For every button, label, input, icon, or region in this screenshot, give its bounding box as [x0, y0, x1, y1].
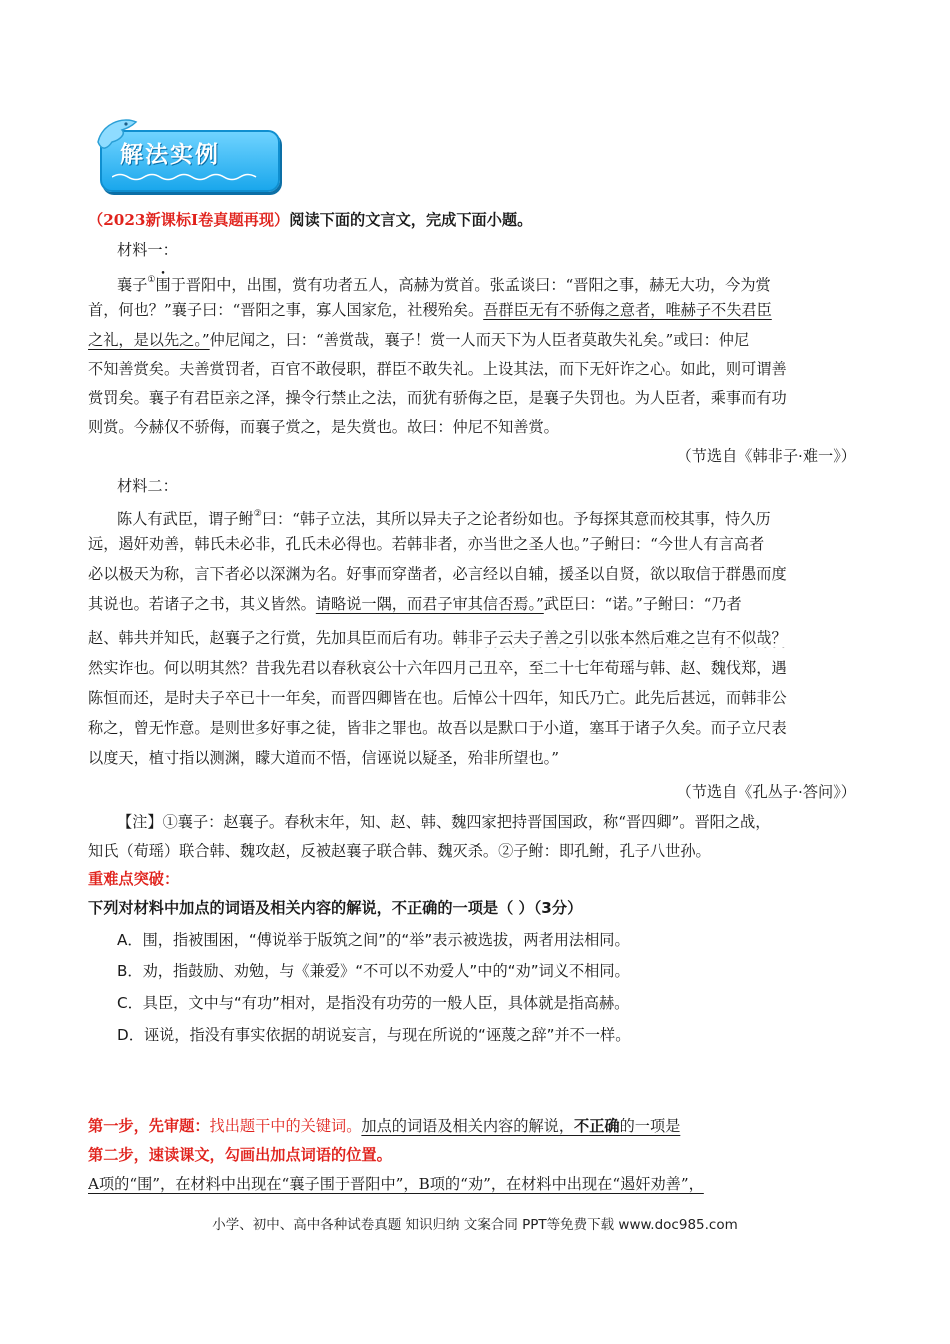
step-2: 第二步，速读课文，勾画出加点词语的位置。 — [88, 1146, 392, 1164]
material1-line-5: 赏罚矣。襄子有君臣亲之泽，操令行禁止之法，而犹有骄侮之臣，是襄子失罚也。为人臣者，乘事而有功 — [88, 389, 787, 407]
note-line-2: 知氏（荀瑶）联合韩、魏攻赵，反被赵襄子联合韩、魏灭杀。②子鲋：即孔鲋，孔子八世孙。 — [88, 842, 711, 860]
material1-line-4: 不知善赏矣。夫善赏罚者，百官不敢侵职，群臣不敢失礼。上设其法，而下无奸诈之心。如此，则可谓善 — [88, 360, 787, 378]
section-banner — [92, 112, 282, 194]
material2-source: （节选自《孔丛子·答问》） — [676, 783, 856, 801]
page-footer: 小学、初中、高中各种试卷真题 知识归纳 文案合同 PPT等免费下载 www.doc985.com — [212, 1217, 738, 1233]
step-3: A项的“围”，在材料中出现在“襄子围于晋阳中”，B项的“劝”，在材料中出现在“遏奸劝善”， — [88, 1175, 704, 1193]
material1-line-2: 首，何也？”襄子曰：“晋阳之事，寡人国家危，社稷殆矣。吾群臣无有不骄侮之意者，唯赫子不失君臣 — [88, 301, 772, 319]
note-line-1: 【注】①襄子：赵襄子。春秋末年，知、赵、韩、魏四家把持晋国国政，称“晋四卿”。晋阳之战， — [117, 813, 771, 831]
material2-line-8: 称之，曾无怍意。是则世多好事之徒，皆非之罪也。故吾以是默口于小道，塞耳于诸子久矣。而子立尺表 — [88, 719, 787, 737]
question-heading — [88, 210, 878, 230]
material2-line-1: 陈人有武臣，谓子鲋②曰：“韩子立法，其所以异夫子之论者纷如也。予每探其意而校其事，恃久历 — [117, 509, 771, 528]
step-1: 第一步，先审题：找出题干中的关键词。加点的词语及相关内容的解说，不正确的一项是 — [88, 1117, 681, 1135]
question-stem: 下列对材料中加点的词语及相关内容的解说，不正确的一项是（ ）（3分） — [88, 899, 583, 917]
material1-line-3: 之礼，是以先之。”仲尼闻之，曰：“善赏哉，襄子！赏一人而天下为人臣者莫敢失礼矣。”或曰：仲尼 — [88, 331, 750, 349]
option-d: D．诬说，指没有事实依据的胡说妄言，与现在所说的“诬蔑之辞”并不一样。 — [117, 1026, 631, 1044]
material1-line-1: 襄子①围于晋阳中，出围，赏有功者五人，高赫为赏首。张孟谈曰：“晋阳之事，赫无大功，今为赏 — [117, 275, 771, 294]
material2-line-2: 远，遏奸劝善，韩氏未必非，孔氏未必得也。若韩非者，亦当世之圣人也。”子鲋曰：“今世人有言高者 — [88, 535, 765, 553]
material2-line-9: 以度天，植寸指以测渊，矇大道而不悟，信诬说以疑圣，殆非所望也。” — [88, 749, 559, 767]
material1-line-6: 则赏。今赫仅不骄侮，而襄子赏之，是失赏也。故曰：仲尼不知善赏。 — [88, 418, 559, 436]
option-a: A．围，指被围困，“傅说举于版筑之间”的“举”表示被选拔，两者用法相同。 — [117, 931, 630, 949]
material1-label: 材料一： — [117, 241, 178, 259]
option-b: B．劝，指鼓励、劝勉，与《兼爱》“不可以不劝爱人”中的“劝”词义不相同。 — [117, 962, 630, 980]
material2-line-7: 陈恒而还，是时夫子卒已十一年矣，而晋四卿皆在也。后悼公十四年，知氏乃亡。此先后甚远，而韩非公 — [88, 689, 787, 707]
key-point-heading: 重难点突破： — [88, 870, 180, 888]
instruction: 阅读下面的文言文，完成下面小题。 — [289, 211, 533, 229]
source-tag: （2023新课标I卷真题再现） — [88, 211, 290, 229]
wave-icon — [112, 172, 262, 182]
material2-label: 材料二： — [117, 477, 178, 495]
option-c: C．具臣，文中与“有功”相对，是指没有功劳的一般人臣，具体就是指高赫。 — [117, 994, 630, 1012]
material2-line-6: 然实诈也。何以明其然？昔我先君以春秋哀公十六年四月己丑卒，至二十七年荀瑶与韩、赵、魏伐郑，遇 — [88, 659, 787, 677]
banner-title: 解法实例 — [120, 142, 220, 168]
material2-line-3: 必以极天为称，言下者必以深渊为名。好事而穿凿者，必言经以自辅，援圣以自贤，欲以取信于群愚而度 — [88, 565, 787, 583]
material2-line-4: 其说也。若诸子之书，其义皆然。请略说一隅，而君子审其信否焉。”武臣曰：“诺。”子鲋曰：“乃者 — [88, 595, 742, 613]
material1-source: （节选自《韩非子·难一》） — [676, 447, 856, 465]
material2-line-5: 赵、韩共并知氏，赵襄子之行赏，先加具臣而后有功。韩非子云夫子善之引以张本然后难之岂有不似哉？ — [88, 629, 787, 647]
